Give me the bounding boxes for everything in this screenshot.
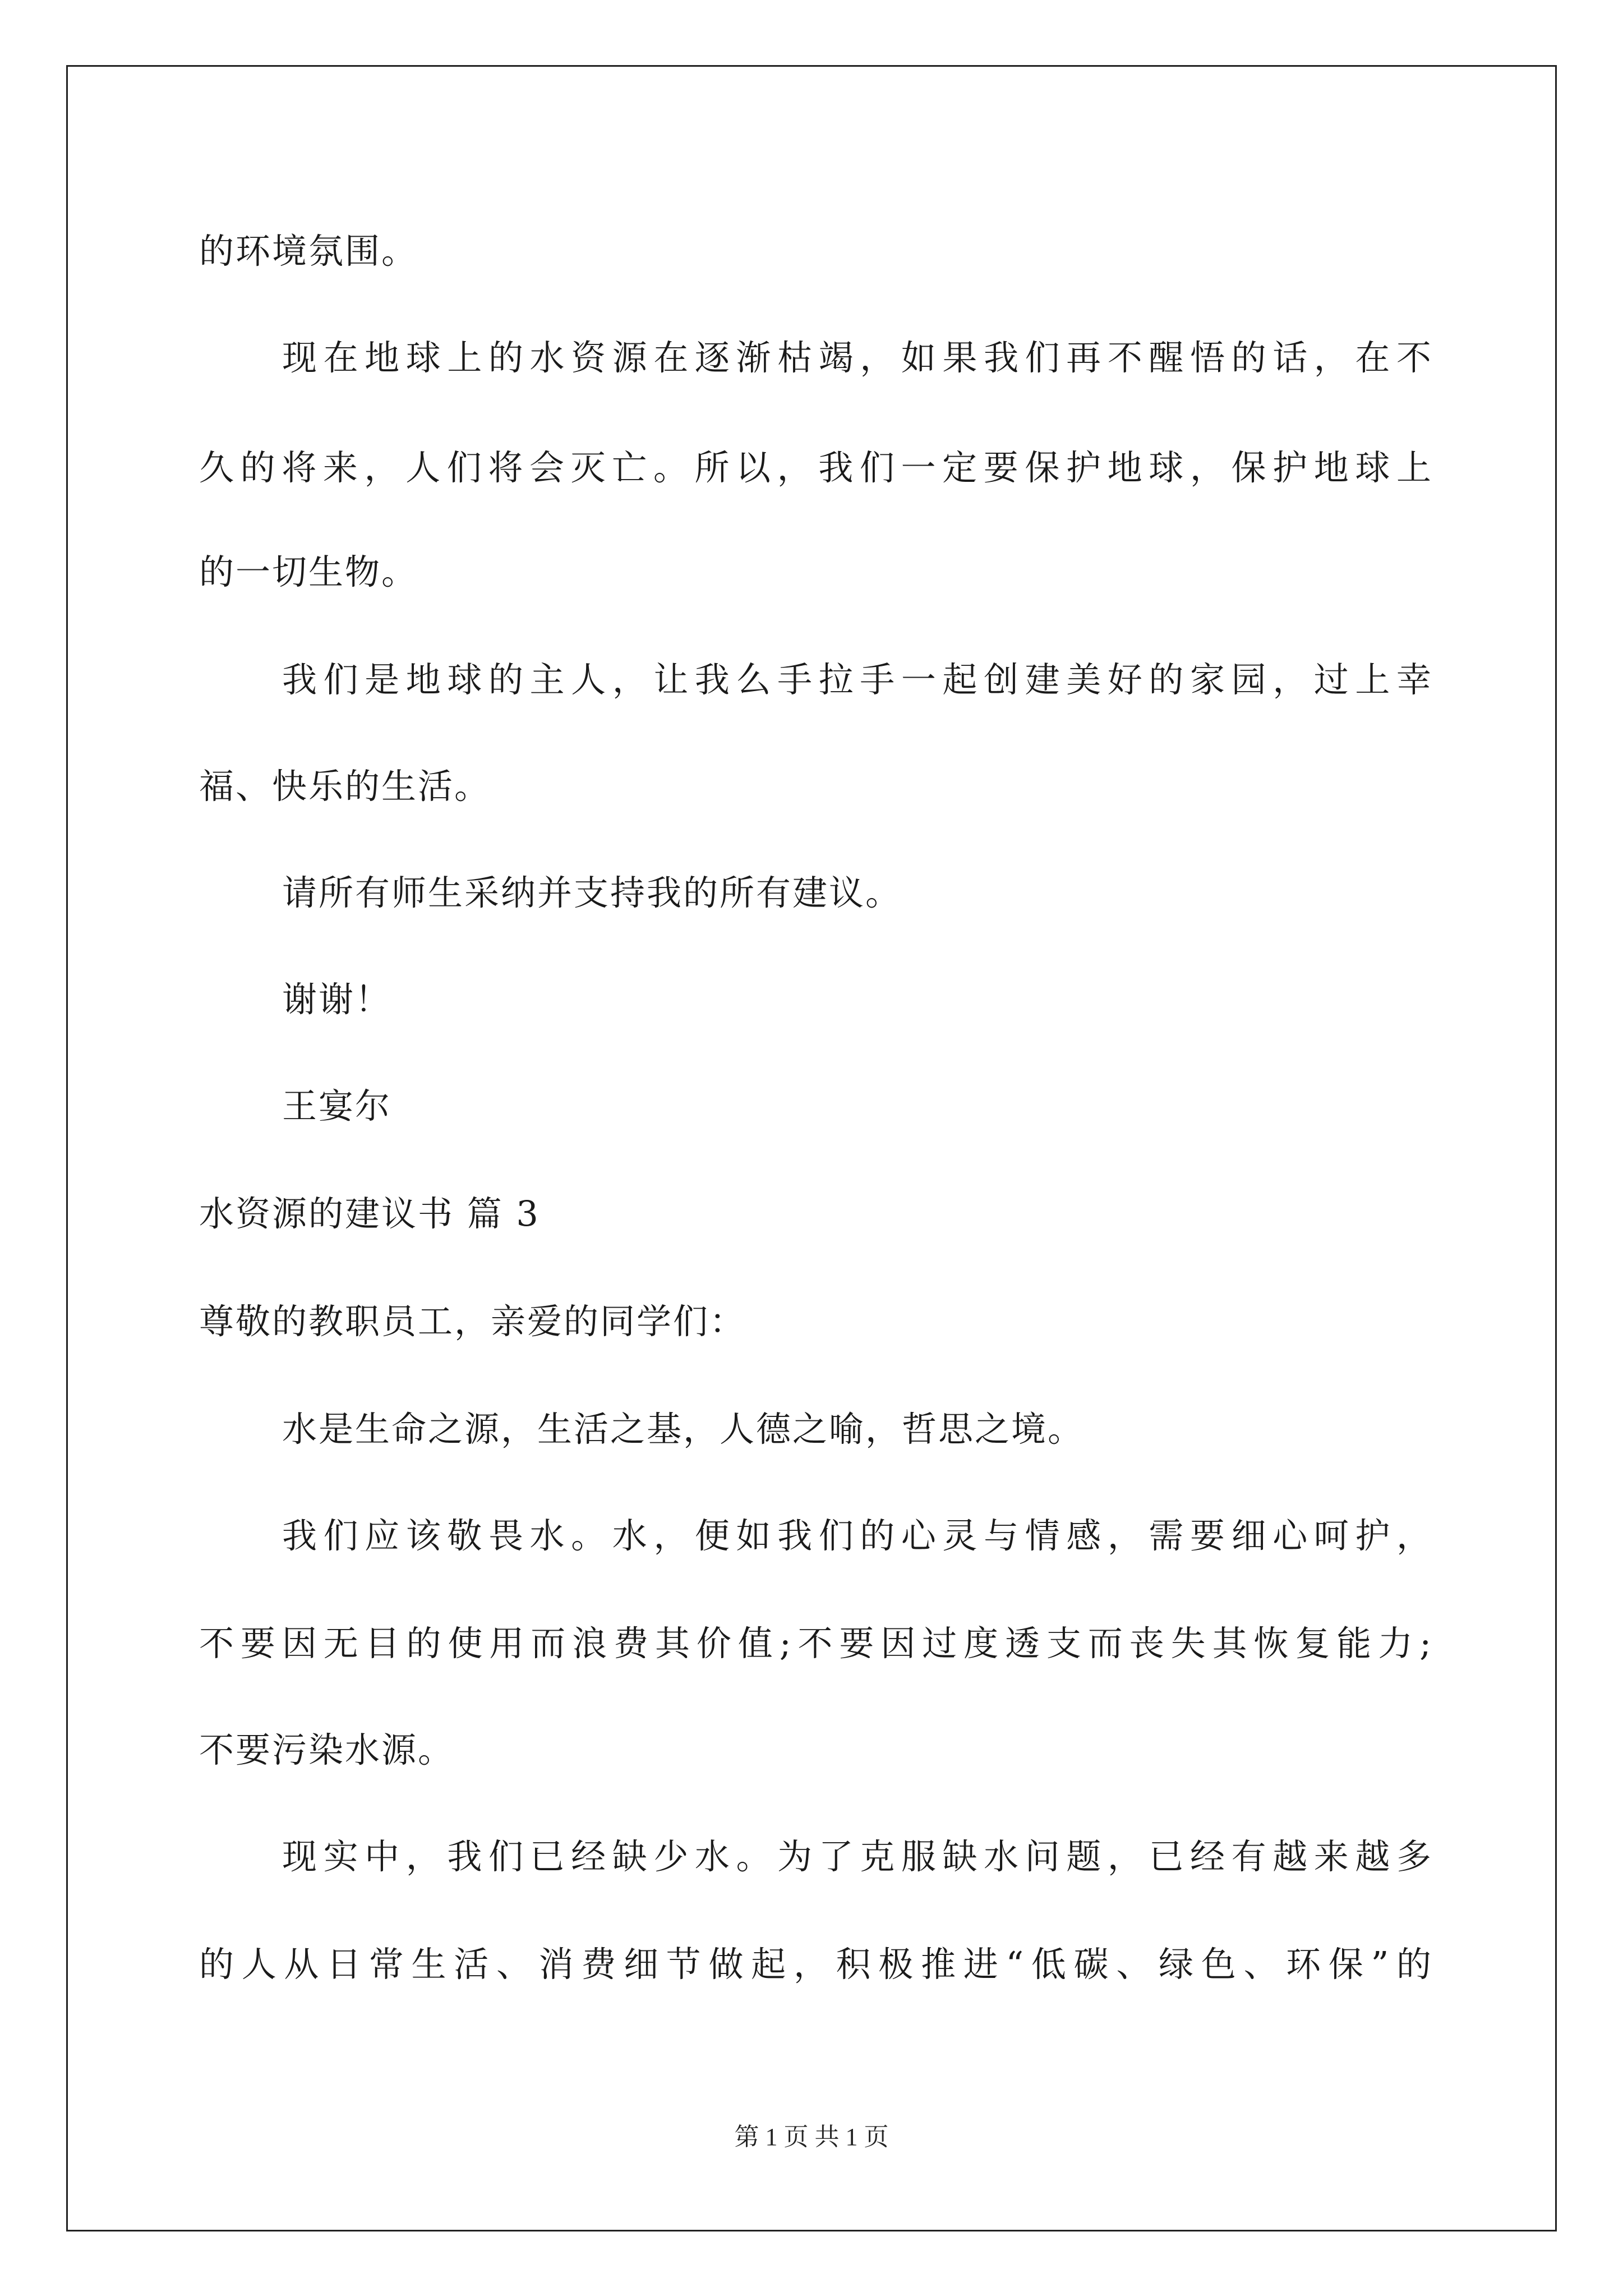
body-line: 福、快乐的生活。 (199, 766, 491, 807)
signature-name: 王宴尔 (282, 1085, 392, 1126)
body-line: 的环境氛围。 (199, 231, 418, 272)
body-line: 我们是地球的主人，让我么手拉手一起创建美好的家园，过上幸 (282, 659, 1433, 700)
page-number-footer: 第 1 页 共 1 页 (734, 2123, 889, 2151)
body-line: 现实中，我们已经缺少水。为了克服缺水问题，已经有越来越多 (282, 1836, 1433, 1877)
body-line: 请所有师生采纳并支持我的所有建议。 (282, 872, 902, 913)
body-line: 久的将来，人们将会灭亡。所以，我们一定要保护地球，保护地球上 (199, 447, 1433, 488)
page-border (66, 65, 1557, 2231)
body-line: 的人从日常生活、消费细节做起，积极推进“低碳、绿色、环保”的 (199, 1944, 1433, 1985)
section-heading: 水资源的建议书 篇 3 (199, 1193, 540, 1234)
body-line: 谢谢！ (282, 979, 392, 1020)
body-line: 现在地球上的水资源在逐渐枯竭，如果我们再不醒悟的话，在不 (282, 337, 1433, 378)
body-line: 我们应该敬畏水。水，便如我们的心灵与情感，需要细心呵护， (282, 1515, 1433, 1556)
body-line: 的一切生物。 (199, 551, 418, 592)
body-line: 不要污染水源。 (199, 1729, 455, 1770)
salutation: 尊敬的教职员工，亲爱的同学们： (199, 1301, 746, 1342)
body-line: 不要因无目的使用而浪费其价值;不要因过度透支而丧失其恢复能力; (199, 1623, 1433, 1664)
body-line: 水是生命之源，生活之基，人德之喻，哲思之境。 (282, 1409, 1085, 1450)
